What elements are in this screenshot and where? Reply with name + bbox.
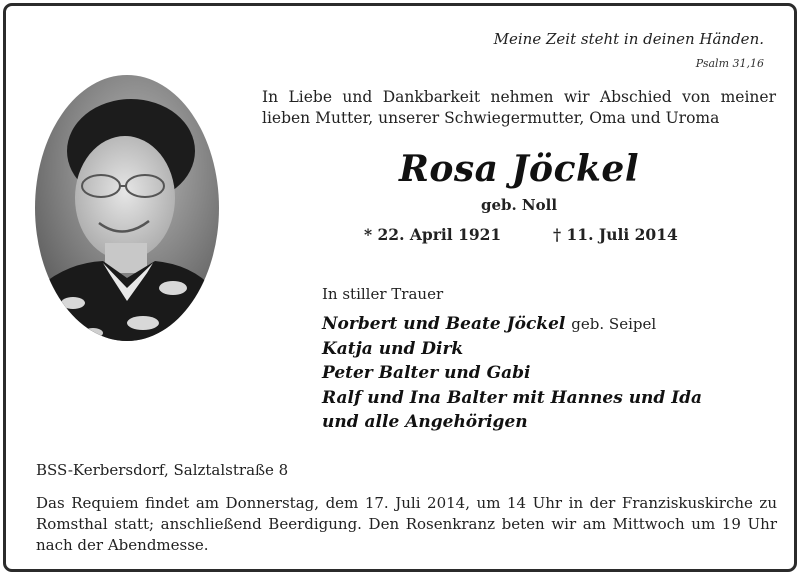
- deceased-name: Rosa Jöckel: [398, 148, 640, 190]
- mourning-heading: In stiller Trauer: [322, 285, 444, 303]
- requiem-info: Das Requiem findet am Donnerstag, dem 17. Juli 2014, um 14 Uhr in der Franziskuskirche zu Romsthal statt; anschließend Beerdigung. Den Rosenkranz beten wir am Mittwoch um 19 Uhr nach der Abendmesse.: [36, 494, 777, 554]
- mourner-entry: Ralf und Ina Balter mit Hannes und Ida: [322, 387, 703, 408]
- maiden-name: geb. Noll: [480, 196, 558, 214]
- mourner-entry: Katja und Dirk: [322, 338, 464, 359]
- portrait-photo: [33, 73, 221, 343]
- motto: Meine Zeit steht in deinen Händen.: [493, 30, 764, 48]
- psalm-reference: Psalm 31,16: [695, 57, 764, 70]
- obituary-frame: [3, 3, 797, 572]
- death-date: † 11. Juli 2014: [553, 225, 678, 244]
- mourners-list: [322, 312, 702, 435]
- mourner-entry: und alle Angehörigen: [322, 412, 528, 432]
- mourner-note: geb. Seipel: [571, 315, 657, 333]
- mourner-names: Norbert und Beate Jöckel: [322, 314, 566, 334]
- mourner-entry: [322, 312, 702, 337]
- birth-date: * 22. April 1921: [364, 225, 502, 244]
- intro-text: In Liebe und Dankbarkeit nehmen wir Abschied von meiner lieben Mutter, unserer Schwiegermutter, Oma und Uroma: [262, 88, 776, 127]
- address: BSS-Kerbersdorf, Salztalstraße 8: [36, 461, 289, 479]
- mourner-entry: Peter Balter und Gabi: [322, 363, 531, 383]
